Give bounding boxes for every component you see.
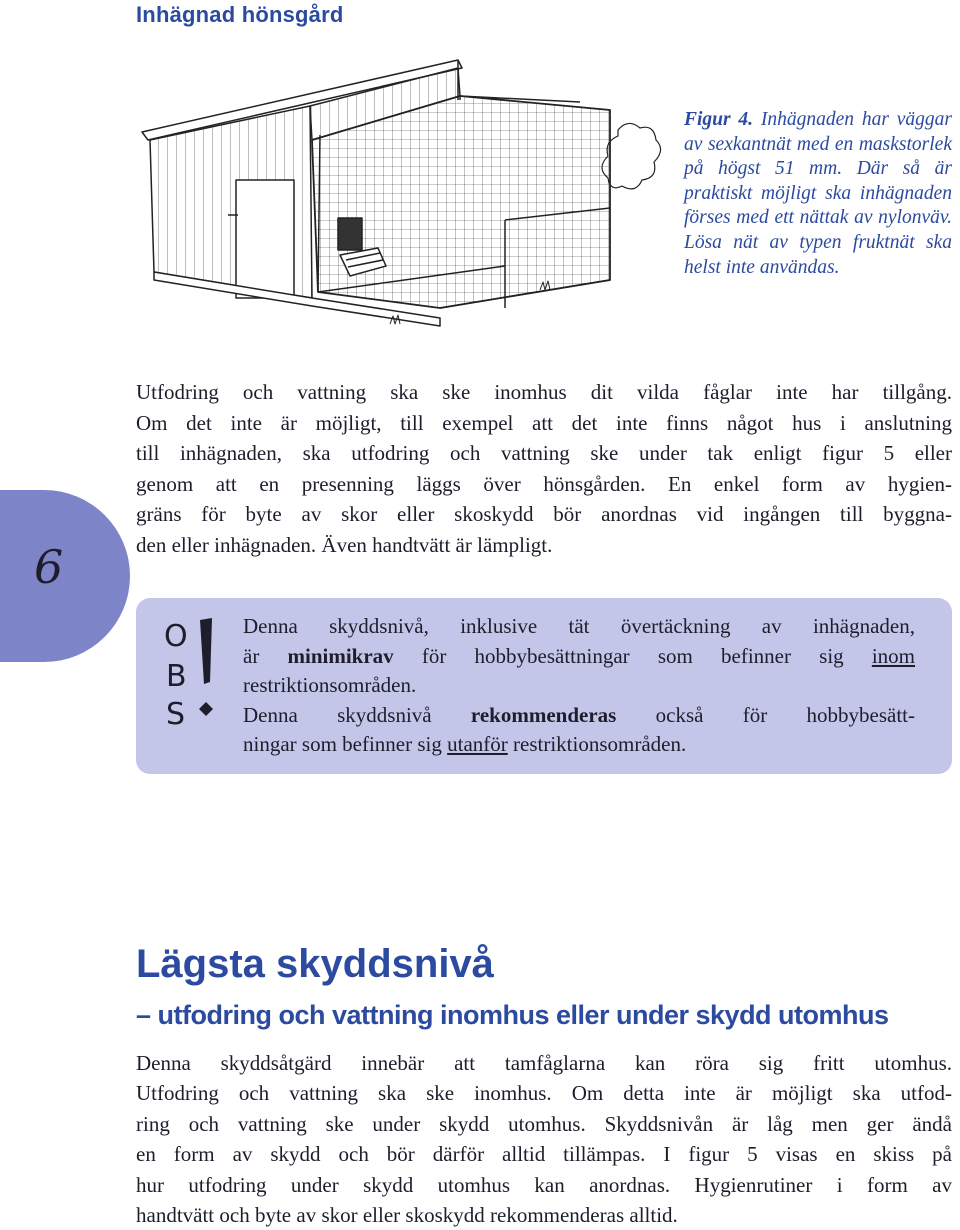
- section-subheading: – utfodring och vattning inomhus eller under skydd utomhus: [136, 1000, 889, 1030]
- obs-line-3: restriktionsområden.: [243, 673, 417, 698]
- paragraph-feeding-indoors: [136, 377, 952, 561]
- paragraph-line: handtvätt och byte av skor eller skoskydd rekommenderas alltid.: [136, 1203, 678, 1228]
- paragraph-line: Denna skyddsåtgärd innebär att tamfåglarna kan röra sig fritt utomhus.: [136, 1051, 952, 1075]
- paragraph-line: hur utfodring under skydd utomhus kan anordnas. Hygienrutiner i form av: [136, 1172, 952, 1197]
- paragraph-line: genom att en presenning läggs över hönsgården. En enkel form av hygien-: [136, 471, 952, 496]
- obs-letter-o: O: [164, 619, 188, 654]
- paragraph-lowest-protection: [136, 1048, 952, 1230]
- paragraph-line: Utfodring och vattning ska ske inomhus dit vilda fåglar inte har tillgång.: [136, 380, 952, 404]
- page-header-title: Inhägnad hönsgård: [136, 2, 344, 27]
- chapter-tab-number: 6: [34, 540, 64, 594]
- paragraph-line: Utfodring och vattning ska ske inomhus. Om detta inte är möjligt ska utfod-: [136, 1081, 952, 1106]
- obs-letter-s: S: [166, 697, 186, 732]
- section-heading: Lägsta skyddsnivå: [136, 942, 494, 986]
- obs-underline-inom: inom: [871, 643, 915, 668]
- paragraph-line: Om det inte är möjligt, till exempel att det inte finns något hus i anslutning: [136, 410, 952, 435]
- paragraph-line: gräns för byte av skor eller skoskydd bör anordnas vid ingången till byggna-: [136, 502, 952, 527]
- figure-caption: [684, 108, 952, 280]
- paragraph-line: till inhägnaden, ska utfodring och vattning ske under tak enligt figur 5 eller: [136, 441, 952, 466]
- paragraph-line: en form av skydd och bör därför alltid tillämpas. I figur 5 visas en skiss på: [136, 1142, 952, 1167]
- obs-note-text: [243, 612, 915, 760]
- obs-line-2: är minimikrav för hobbybesättningar som befinner sig inom: [243, 643, 915, 668]
- figure-caption-text: Inhägnaden har väggar av sexkantnät med en maskstorlek på högst 51 mm. Där så är praktiskt möjligt ska inhägnaden förses med ett nättak av nylonväv. Lösa nät av typen fruktnät ska helst inte användas.: [684, 109, 953, 278]
- chapter-tab: [0, 490, 130, 662]
- obs-exclamation-icon: [160, 612, 224, 732]
- obs-line-1: Denna skyddsnivå, inklusive tät övertäckning av inhägnaden,: [243, 614, 915, 638]
- figure-caption-label: Figur 4.: [684, 109, 754, 130]
- henhouse-enclosure-illustration: [140, 40, 665, 330]
- obs-letter-b: B: [166, 659, 187, 694]
- obs-line-5: ningar som befinner sig utanför restriktionsområden.: [243, 732, 687, 757]
- obs-emphasis-rekommenderas: rekommenderas: [470, 702, 617, 727]
- obs-underline-utanfor: utanför: [447, 732, 508, 757]
- paragraph-line: ring och vattning ske under skydd utomhus. Skyddsnivån är låg men ger ändå: [136, 1111, 952, 1136]
- obs-line-4: Denna skyddsnivå rekommenderas också för hobbybesätt-: [243, 702, 915, 727]
- obs-emphasis-minimikrav: minimikrav: [287, 643, 394, 668]
- paragraph-line: den eller inhägnaden. Även handtvätt är lämpligt.: [136, 532, 553, 557]
